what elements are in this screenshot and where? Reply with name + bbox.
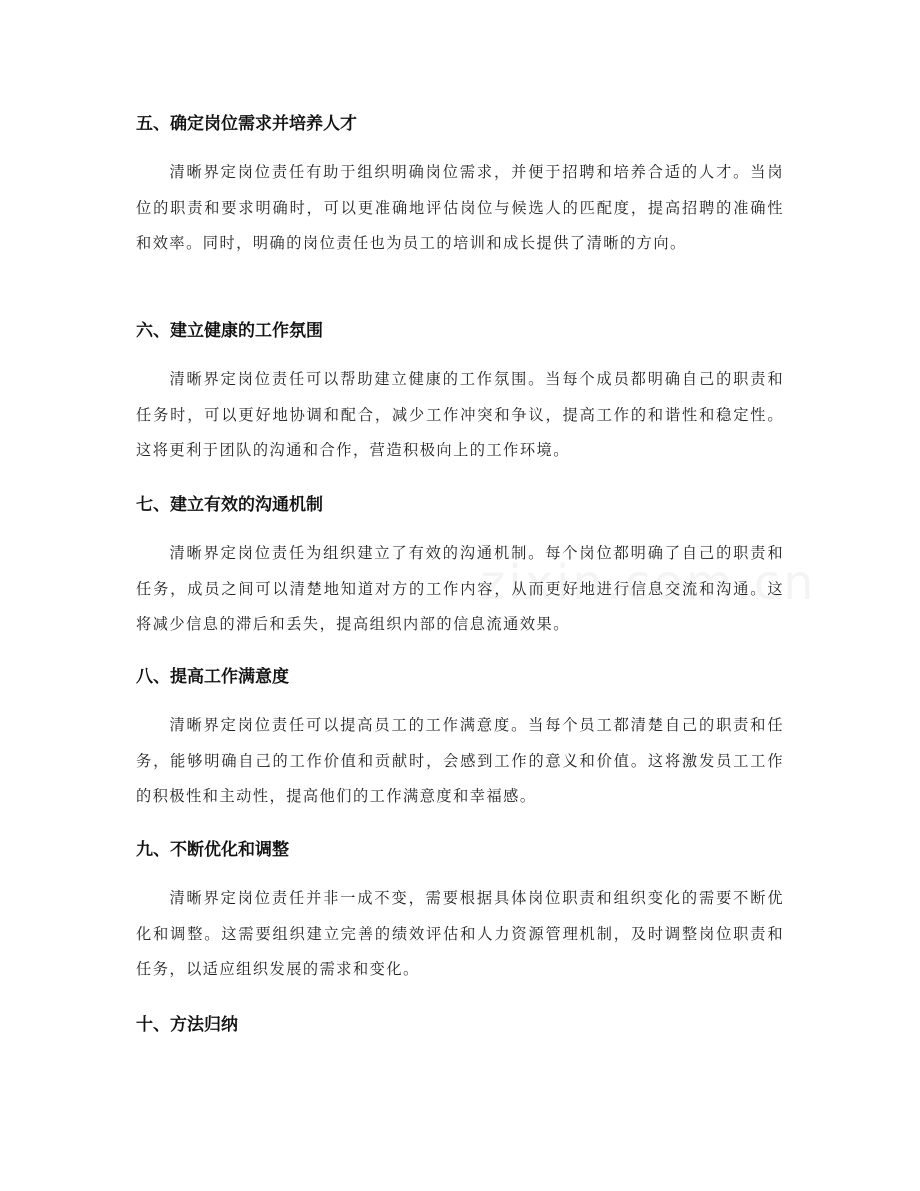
section-heading-8: 八、提高工作满意度: [136, 667, 289, 687]
section-body-7: 清晰界定岗位责任为组织建立了有效的沟通机制。每个岗位都明确了自己的职责和任务，成员之间可以清楚地知道对方的工作内容，从而更好地进行信息交流和沟通。这将减少信息的滞后和丢失，提高组织内部的信息流通效果。: [136, 544, 784, 633]
section-body-8: 清晰界定岗位责任可以提高员工的工作满意度。当每个员工都清楚自己的职责和任务，能够明确自己的工作价值和贡献时，会感到工作的意义和价值。这将激发员工工作的积极性和主动性，提高他们的工作满意度和幸福感。: [136, 716, 784, 805]
section-body-5: 清晰界定岗位责任有助于组织明确岗位需求，并便于招聘和培养合适的人才。当岗位的职责和要求明确时，可以更准确地评估岗位与候选人的匹配度，提高招聘的准确性和效率。同时，明确的岗位责任也为员工的培训和成长提供了清晰的方向。: [136, 163, 784, 252]
section-heading-10: 十、方法归纳: [136, 1015, 238, 1035]
section-heading-6: 六、建立健康的工作氛围: [136, 321, 323, 341]
section-body-9: 清晰界定岗位责任并非一成不变，需要根据具体岗位职责和组织变化的需要不断优化和调整。这需要组织建立完善的绩效评估和人力资源管理机制，及时调整岗位职责和任务，以适应组织发展的需求和变化。: [136, 889, 784, 978]
section-heading-9: 九、不断优化和调整: [136, 840, 289, 860]
section-heading-7: 七、建立有效的沟通机制: [136, 495, 323, 515]
section-heading-5: 五、确定岗位需求并培养人才: [136, 114, 357, 134]
section-body-6: 清晰界定岗位责任可以帮助建立健康的工作氛围。当每个成员都明确自己的职责和任务时，可以更好地协调和配合，减少工作冲突和争议，提高工作的和谐性和稳定性。这将更利于团队的沟通和合作，营造积极向上的工作环境。: [136, 370, 784, 459]
